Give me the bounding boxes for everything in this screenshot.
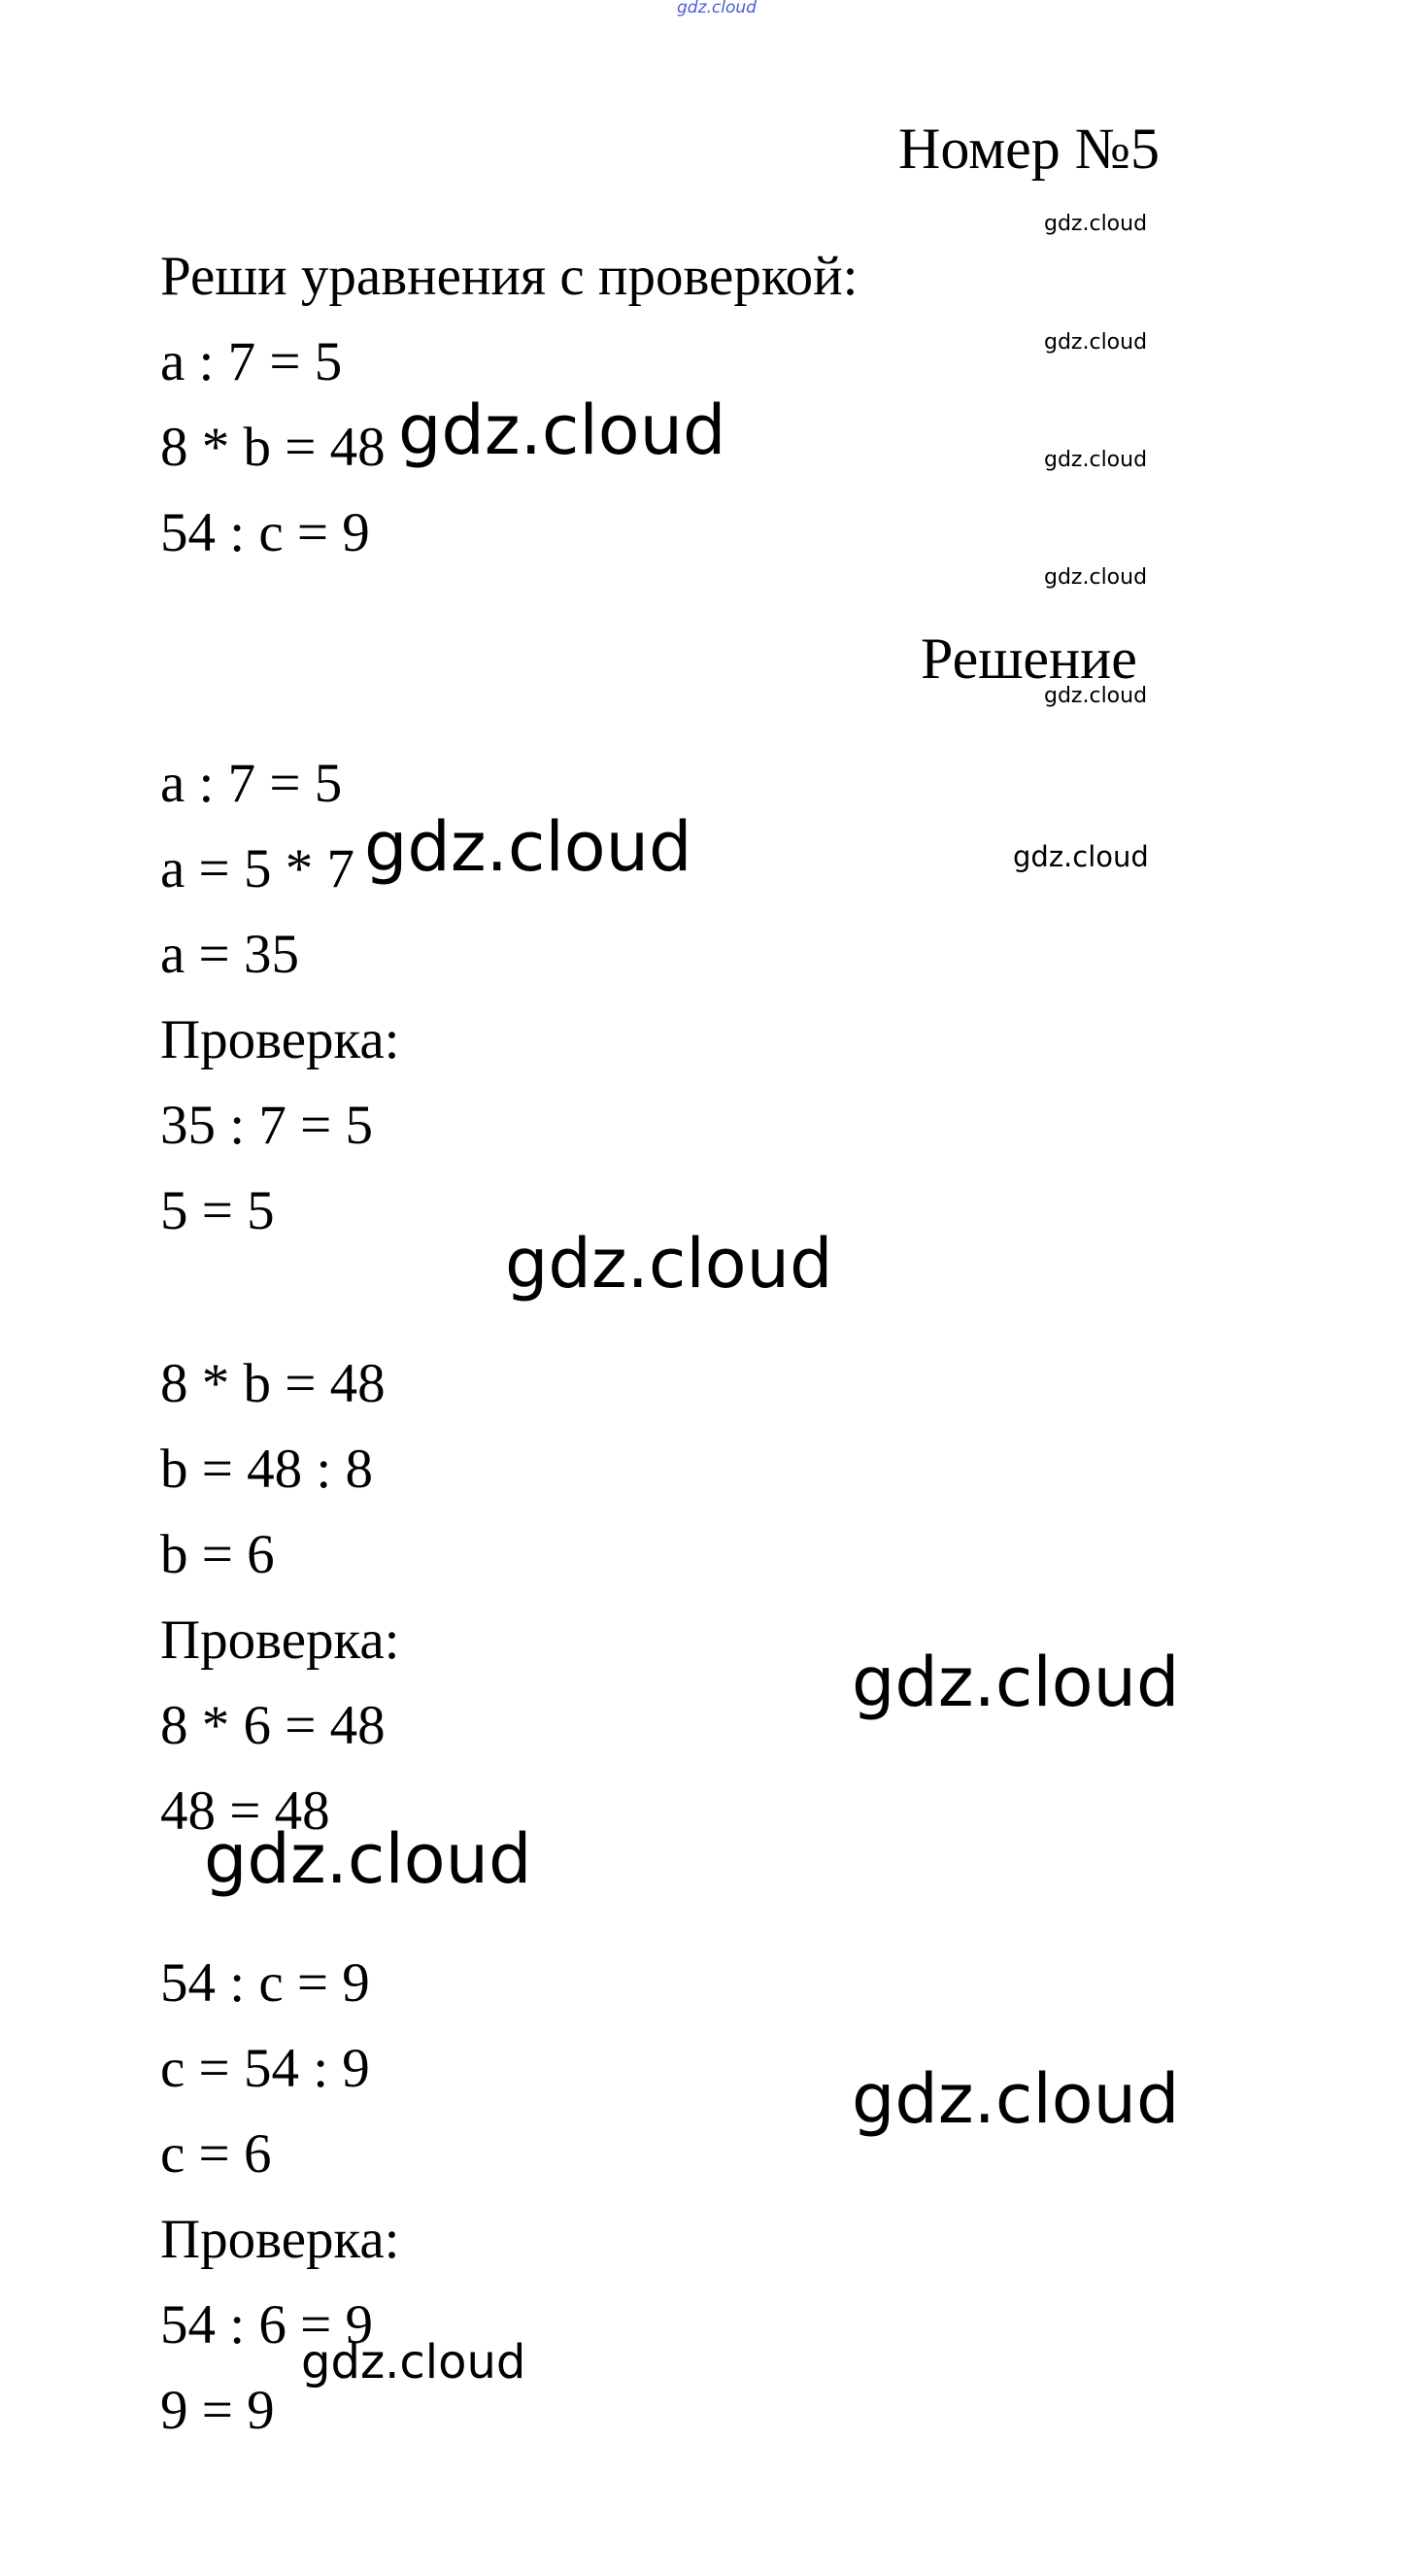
- task-equation: 8 * b = 48: [160, 417, 386, 478]
- check-line: 35 : 7 = 5: [160, 1095, 373, 1156]
- solution-line: c = 6: [160, 2123, 272, 2185]
- watermark: gdz.cloud: [398, 390, 726, 470]
- check-line: 8 * 6 = 48: [160, 1695, 386, 1756]
- solution-line: a : 7 = 5: [160, 753, 343, 814]
- watermark: gdz.cloud: [301, 2335, 526, 2390]
- solution-line: a = 35: [160, 924, 299, 985]
- check-line: 5 = 5: [160, 1180, 275, 1241]
- check-label: Проверка:: [160, 1610, 400, 1671]
- watermark: gdz.cloud: [1044, 565, 1148, 590]
- solution-line: 54 : c = 9: [160, 1952, 370, 2014]
- check-line: 48 = 48: [160, 1780, 330, 1842]
- watermark: gdz.cloud: [505, 1224, 833, 1304]
- solution-line: 8 * b = 48: [160, 1353, 386, 1414]
- check-line: 9 = 9: [160, 2380, 275, 2441]
- task-equation: a : 7 = 5: [160, 331, 343, 392]
- watermark: gdz.cloud: [852, 1643, 1180, 1722]
- watermark: gdz.cloud: [1013, 840, 1149, 873]
- watermark-top: gdz.cloud: [677, 0, 757, 17]
- task-equation: 54 : c = 9: [160, 502, 370, 563]
- check-line: 54 : 6 = 9: [160, 2294, 373, 2356]
- watermark: gdz.cloud: [1044, 212, 1148, 236]
- check-label: Проверка:: [160, 1009, 400, 1070]
- watermark: gdz.cloud: [1044, 448, 1148, 472]
- solution-line: b = 6: [160, 1524, 275, 1585]
- watermark: gdz.cloud: [852, 2059, 1180, 2139]
- number-title: Номер №5: [898, 117, 1161, 181]
- solution-line: a = 5 * 7: [160, 838, 354, 899]
- watermark: gdz.cloud: [364, 807, 692, 887]
- watermark: gdz.cloud: [1044, 684, 1148, 708]
- watermark: gdz.cloud: [1044, 330, 1148, 355]
- solution-line: c = 54 : 9: [160, 2038, 370, 2099]
- solution-title: Решение: [921, 627, 1137, 691]
- watermark: gdz.cloud: [204, 1819, 532, 1899]
- check-label: Проверка:: [160, 2209, 400, 2270]
- solution-line: b = 48 : 8: [160, 1439, 373, 1500]
- task-prompt: Реши уравнения с проверкой:: [160, 246, 859, 307]
